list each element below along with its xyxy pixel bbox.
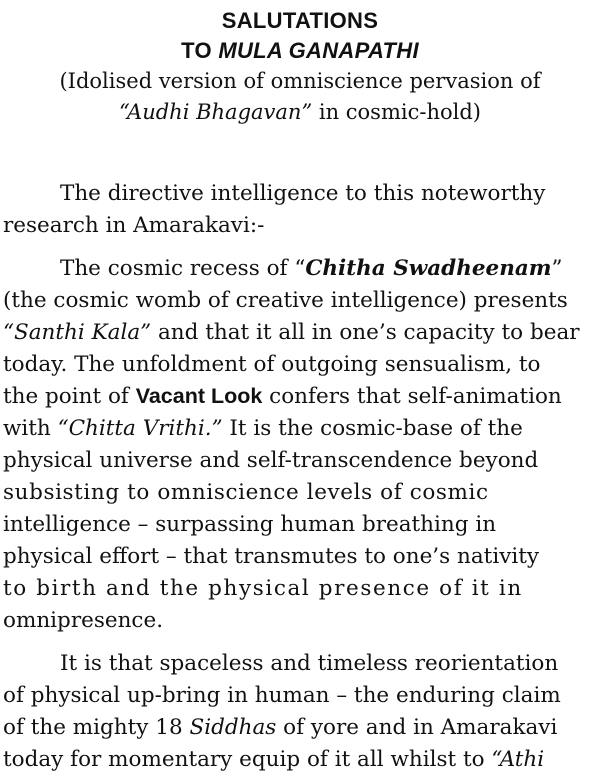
title-line-2 bbox=[0, 36, 600, 66]
p3-line-2: of physical up-bring in human – the enduring claim bbox=[3, 683, 561, 708]
p3-l3-rest: of yore and in Amarakavi bbox=[276, 715, 558, 740]
p1-line-1: The directive intelligence to this noteworthy bbox=[60, 181, 546, 206]
p2-line-1 bbox=[60, 253, 563, 285]
subtitle-italic: “Audhi Bhagavan” bbox=[119, 100, 313, 124]
p3-l3-italic: Siddhas bbox=[189, 715, 277, 740]
p1-line-2: research in Amarakavi:- bbox=[3, 213, 265, 238]
p2-line-10: physical effort – that transmutes to one’s nativity bbox=[3, 544, 539, 569]
p2-line-6 bbox=[3, 413, 523, 445]
p3-l3-a: of the mighty 18 bbox=[3, 715, 190, 740]
p2-line-5 bbox=[3, 381, 562, 413]
p2-l3-italic: “Santhi Kala” bbox=[3, 320, 152, 345]
p2-l1-quote-close: ” bbox=[551, 256, 563, 281]
p2-line-3 bbox=[3, 317, 580, 349]
p2-l6-a: with bbox=[3, 416, 58, 441]
subtitle-rest: in cosmic-hold) bbox=[312, 100, 481, 124]
p2-line-4: today. The unfoldment of outgoing sensualism, to bbox=[3, 352, 541, 377]
p2-line-12: omnipresence. bbox=[3, 608, 164, 633]
p2-l1-quote-open: “ bbox=[294, 256, 306, 281]
p3-line-4 bbox=[3, 744, 544, 776]
p2-line-8: subsisting to omniscience levels of cosmic bbox=[3, 480, 489, 505]
p3-line-3 bbox=[3, 712, 557, 744]
p2-line-7: physical universe and self-transcendence beyond bbox=[3, 448, 539, 473]
subtitle-line-2 bbox=[0, 97, 600, 128]
subtitle-line-1: (Idolised version of omniscience pervasion of bbox=[59, 69, 541, 93]
p2-l5-a: the point of bbox=[3, 384, 136, 409]
p2-l1-bold-term: Chitha Swadheenam bbox=[305, 256, 552, 281]
p2-l5-bold-term: Vacant Look bbox=[135, 384, 263, 408]
p2-l6-rest: It is the cosmic-base of the bbox=[222, 416, 523, 441]
p2-line-2: (the cosmic womb of creative intelligence) presents bbox=[3, 288, 568, 313]
p2-l6-italic: “Chitta Vrithi.” bbox=[57, 416, 223, 441]
title-line-1: SALUTATIONS bbox=[221, 8, 379, 33]
p3-line-1: It is that spaceless and timeless reorientation bbox=[60, 651, 559, 676]
title-deity-name: MULA GANAPATHI bbox=[218, 38, 419, 63]
title-prefix: TO bbox=[181, 38, 219, 63]
p3-l4-a: today for momentary equip of it all whilst to bbox=[3, 747, 492, 772]
p2-l3-rest: and that it all in one’s capacity to bear bbox=[151, 320, 580, 345]
p2-line-9: intelligence – surpassing human breathing in bbox=[3, 512, 497, 537]
p3-l4-italic: “Athi bbox=[491, 747, 545, 772]
p2-l1-text: The cosmic recess of bbox=[60, 256, 295, 281]
p2-l5-rest: confers that self-animation bbox=[262, 384, 562, 409]
p2-line-11: to birth and the physical presence of it in bbox=[3, 576, 523, 601]
